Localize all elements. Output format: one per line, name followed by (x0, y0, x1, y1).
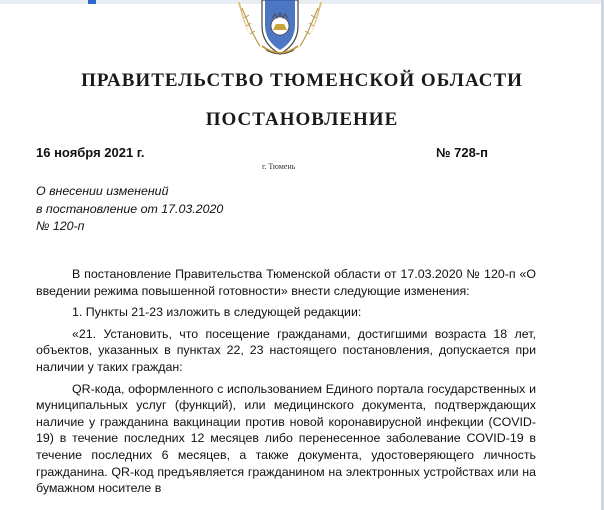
document-type-title: ПОСТАНОВЛЕНИЕ (205, 109, 399, 130)
body-paragraph: «21. Установить, что посещение гражданами, достигшими возраста 18 лет, объектов, указанных в пунктах 22, 23 настоящего постановления, допускается при наличии у таких граждан: (36, 326, 536, 374)
subject-line: в постановление от 17.03.2020 (36, 201, 224, 216)
window-accent-mark (88, 0, 96, 4)
document-date: 16 ноября 2021 г. (36, 145, 145, 160)
subject-line: О внесении изменений (36, 184, 169, 198)
subject-line: № 120-п (36, 219, 85, 233)
body-paragraph: В постановление Правительства Тюменской области от 17.03.2020 № 120-п «О введении режима повышенной готовности» внести следующие изменения: (36, 267, 536, 298)
coat-of-arms-emblem (232, 0, 328, 60)
document-body (36, 266, 536, 497)
document-city: г. Тюмень (262, 162, 296, 171)
document-subject (36, 183, 223, 236)
government-title: ПРАВИТЕЛЬСТВО ТЮМЕНСКОЙ ОБЛАСТИ (81, 70, 523, 91)
body-paragraph: 1. Пункты 21-23 изложить в следующей редакции: (72, 305, 362, 320)
document-number: № 728-п (436, 145, 488, 160)
body-paragraph: QR-кода, оформленного с использованием Единого портала государственных и муниципальных услуг (функций), или медицинского документа, подтверждающих наличие у гражданина вакцинации против новой коронавирусной инфекции (COVID-19) в течение последних 12 месяцев либо перенесенное заболевание COVID-19 в течение последних 6 месяцев, а также документа, удостоверяющего личность гражданина. QR-код предъявляется гражданином на электронных устройствах или на бумажном носителе в (36, 381, 536, 496)
